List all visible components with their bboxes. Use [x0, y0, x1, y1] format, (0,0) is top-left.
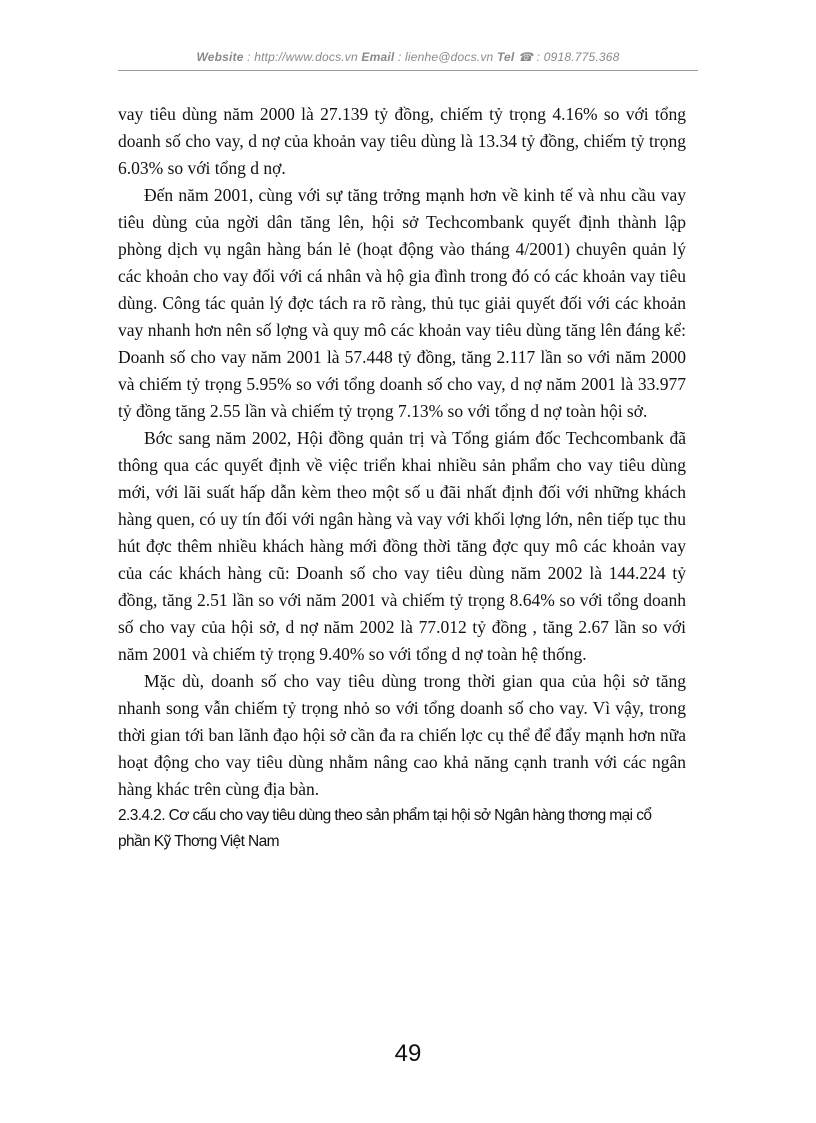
page-header [118, 50, 698, 64]
header-divider [118, 70, 698, 71]
paragraph-3: Bớc sang năm 2002, Hội đồng quản trị và Tổng giám đốc Techcombank đã thông qua các quyết định về việc triển khai nhiều sản phẩm cho vay tiêu dùng mới, với lãi suất hấp dẫn kèm theo một số u đãi nhất định đối với những khách hàng quen, có uy tín đối với ngân hàng và vay với khối lợng lớn, nên tiếp tục thu hút đợc thêm nhiều khách hàng mới đồng thời tăng đợc quy mô các khoản vay của các khách hàng cũ: Doanh số cho vay tiêu dùng năm 2002 là 144.224 tỷ đồng, tăng 2.51 lần so với năm 2001 và chiếm tỷ trọng 8.64% so với tổng doanh số cho vay của hội sở, d nợ năm 2002 là 77.012 tỷ đồng , tăng 2.67 lần so với năm 2001 và chiếm tỷ trọng 9.40% so với tổng d nợ toàn hệ thống. [118, 428, 686, 664]
document-body [118, 101, 686, 855]
paragraph-4: Mặc dù, doanh số cho vay tiêu dùng trong thời gian qua của hội sở tăng nhanh song vẫn chiếm tỷ trọng nhỏ so với tổng doanh số cho vay. Vì vậy, trong thời gian tới ban lãnh đạo hội sở cần đa ra chiến lợc cụ thể để đẩy mạnh hơn nữa hoạt động cho vay tiêu dùng nhằm nâng cao khả năng cạnh tranh với các ngân hàng khác trên cùng địa bàn. [118, 671, 686, 799]
website-label: Website [196, 50, 244, 64]
page-number: 49 [394, 1040, 422, 1067]
website-url: : http://www.docs.vn [243, 50, 362, 64]
paragraph-2: Đến năm 2001, cùng với sự tăng trởng mạnh hơn về kinh tế và nhu cầu vay tiêu dùng của ngời dân tăng lên, hội sở Techcombank quyết định thành lập phòng dịch vụ ngân hàng bán lẻ (hoạt động vào tháng 4/2001) chuyên quản lý các khoản cho vay đối với cá nhân và hộ gia đình trong đó có các khoản vay tiêu dùng. Công tác quản lý đợc tách ra rõ ràng, thủ tục giải quyết đối với các khoản vay nhanh hơn nên số lợng và quy mô các khoản vay tiêu dùng tăng lên đáng kể: Doanh số cho vay năm 2001 là 57.448 tỷ đồng, tăng 2.117 lần so với năm 2000 và chiếm tỷ trọng 5.95% so với tổng doanh số cho vay, d nợ năm 2001 là 33.977 tỷ đồng tăng 2.55 lần và chiếm tỷ trọng 7.13% so với tổng d nợ toàn hội sở. [118, 185, 686, 421]
tel-label: Tel [496, 50, 515, 64]
email-label: Email [361, 50, 395, 64]
tel-number: ☎ : 0918.775.368 [514, 50, 620, 64]
paragraph-1: vay tiêu dùng năm 2000 là 27.139 tỷ đồng, chiếm tỷ trọng 4.16% so với tổng doanh số cho vay, d nợ của khoản vay tiêu dùng là 13.34 tỷ đồng, chiếm tỷ trọng 6.03% so với tổng d nợ. [118, 104, 686, 178]
section-heading: 2.3.4.2. Cơ cấu cho vay tiêu dùng theo sản phẩm tại hội sở Ngân hàng thơng mại cổ phần Kỹ Thơng Việt Nam [118, 807, 652, 850]
email-address: : lienhe@docs.vn [394, 50, 497, 64]
